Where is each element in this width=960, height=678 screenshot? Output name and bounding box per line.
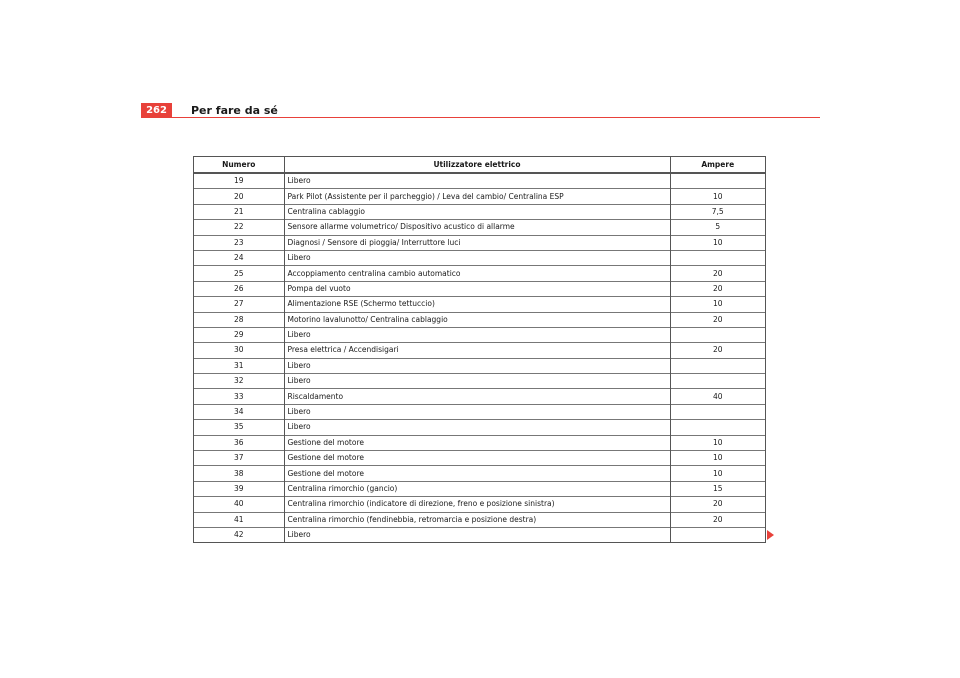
- cell-utilizzatore: Gestione del motore: [284, 451, 670, 466]
- table-header-row: [194, 157, 765, 173]
- cell-numero: 25: [194, 266, 284, 281]
- table-row: [194, 250, 765, 265]
- table-row: [194, 497, 765, 512]
- cell-utilizzatore: Libero: [284, 374, 670, 389]
- cell-utilizzatore: Motorino lavalunotto/ Centralina cablaggio: [284, 312, 670, 327]
- table-row: [194, 235, 765, 250]
- cell-ampere: [670, 358, 765, 373]
- cell-ampere: [670, 250, 765, 265]
- cell-ampere: 10: [670, 297, 765, 312]
- cell-utilizzatore: Libero: [284, 404, 670, 419]
- cell-ampere: [670, 527, 765, 542]
- cell-ampere: 20: [670, 512, 765, 527]
- cell-ampere: 20: [670, 497, 765, 512]
- cell-ampere: 20: [670, 343, 765, 358]
- page-title: Per fare da sé: [191, 104, 278, 117]
- table-row: [194, 404, 765, 419]
- table-row: [194, 343, 765, 358]
- cell-ampere: 10: [670, 189, 765, 204]
- cell-numero: 40: [194, 497, 284, 512]
- cell-ampere: 7,5: [670, 204, 765, 219]
- cell-utilizzatore: Diagnosi / Sensore di pioggia/ Interruttore luci: [284, 235, 670, 250]
- cell-numero: 26: [194, 281, 284, 296]
- cell-utilizzatore: Libero: [284, 327, 670, 342]
- cell-numero: 36: [194, 435, 284, 450]
- table-row: [194, 281, 765, 296]
- cell-numero: 27: [194, 297, 284, 312]
- cell-ampere: [670, 404, 765, 419]
- cell-numero: 20: [194, 189, 284, 204]
- cell-utilizzatore: Libero: [284, 420, 670, 435]
- table-row: [194, 327, 765, 342]
- cell-numero: 35: [194, 420, 284, 435]
- cell-ampere: 10: [670, 466, 765, 481]
- cell-utilizzatore: Libero: [284, 358, 670, 373]
- table-row: [194, 435, 765, 450]
- table-row: [194, 374, 765, 389]
- cell-utilizzatore: Libero: [284, 173, 670, 189]
- cell-ampere: 20: [670, 312, 765, 327]
- table-row: [194, 451, 765, 466]
- cell-utilizzatore: Gestione del motore: [284, 466, 670, 481]
- cell-ampere: [670, 420, 765, 435]
- cell-ampere: 10: [670, 451, 765, 466]
- cell-numero: 28: [194, 312, 284, 327]
- cell-utilizzatore: Gestione del motore: [284, 435, 670, 450]
- cell-utilizzatore: Park Pilot (Assistente per il parcheggio) / Leva del cambio/ Centralina ESP: [284, 189, 670, 204]
- column-header-utilizzatore: Utilizzatore elettrico: [284, 157, 670, 173]
- cell-numero: 37: [194, 451, 284, 466]
- cell-numero: 33: [194, 389, 284, 404]
- cell-ampere: 15: [670, 481, 765, 496]
- cell-numero: 22: [194, 220, 284, 235]
- fuse-table: [193, 156, 766, 543]
- table-row: [194, 204, 765, 219]
- table-row: [194, 358, 765, 373]
- cell-numero: 23: [194, 235, 284, 250]
- cell-ampere: 20: [670, 266, 765, 281]
- cell-utilizzatore: Sensore allarme volumetrico/ Dispositivo acustico di allarme: [284, 220, 670, 235]
- cell-utilizzatore: Centralina rimorchio (fendinebbia, retromarcia e posizione destra): [284, 512, 670, 527]
- cell-numero: 31: [194, 358, 284, 373]
- cell-numero: 32: [194, 374, 284, 389]
- header-rule: [141, 117, 820, 118]
- column-header-numero: Numero: [194, 157, 284, 173]
- cell-numero: 24: [194, 250, 284, 265]
- table-row: [194, 466, 765, 481]
- table-row: [194, 173, 765, 189]
- cell-utilizzatore: Alimentazione RSE (Schermo tettuccio): [284, 297, 670, 312]
- table-row: [194, 266, 765, 281]
- cell-ampere: 10: [670, 235, 765, 250]
- table-row: [194, 220, 765, 235]
- cell-utilizzatore: Presa elettrica / Accendisigari: [284, 343, 670, 358]
- cell-utilizzatore: Libero: [284, 250, 670, 265]
- cell-numero: 21: [194, 204, 284, 219]
- cell-numero: 34: [194, 404, 284, 419]
- table-row: [194, 389, 765, 404]
- cell-utilizzatore: Centralina rimorchio (indicatore di direzione, freno e posizione sinistra): [284, 497, 670, 512]
- cell-utilizzatore: Centralina rimorchio (gancio): [284, 481, 670, 496]
- cell-ampere: [670, 374, 765, 389]
- cell-numero: 38: [194, 466, 284, 481]
- cell-numero: 30: [194, 343, 284, 358]
- cell-ampere: 10: [670, 435, 765, 450]
- cell-utilizzatore: Riscaldamento: [284, 389, 670, 404]
- table-row: [194, 512, 765, 527]
- table-row: [194, 420, 765, 435]
- cell-numero: 39: [194, 481, 284, 496]
- cell-numero: 41: [194, 512, 284, 527]
- page-number: 262: [141, 103, 172, 118]
- table-row: [194, 189, 765, 204]
- table-row: [194, 527, 765, 542]
- cell-ampere: [670, 173, 765, 189]
- cell-utilizzatore: Centralina cablaggio: [284, 204, 670, 219]
- cell-numero: 42: [194, 527, 284, 542]
- cell-ampere: 40: [670, 389, 765, 404]
- cell-utilizzatore: Pompa del vuoto: [284, 281, 670, 296]
- cell-ampere: [670, 327, 765, 342]
- table-row: [194, 481, 765, 496]
- cell-utilizzatore: Accoppiamento centralina cambio automatico: [284, 266, 670, 281]
- cell-ampere: 20: [670, 281, 765, 296]
- column-header-ampere: Ampere: [670, 157, 765, 173]
- table-row: [194, 312, 765, 327]
- cell-numero: 19: [233, 176, 244, 186]
- table-row: [194, 297, 765, 312]
- cell-utilizzatore: Libero: [284, 527, 670, 542]
- next-page-arrow-icon[interactable]: [767, 530, 774, 540]
- cell-ampere: 5: [670, 220, 765, 235]
- cell-numero: 29: [194, 327, 284, 342]
